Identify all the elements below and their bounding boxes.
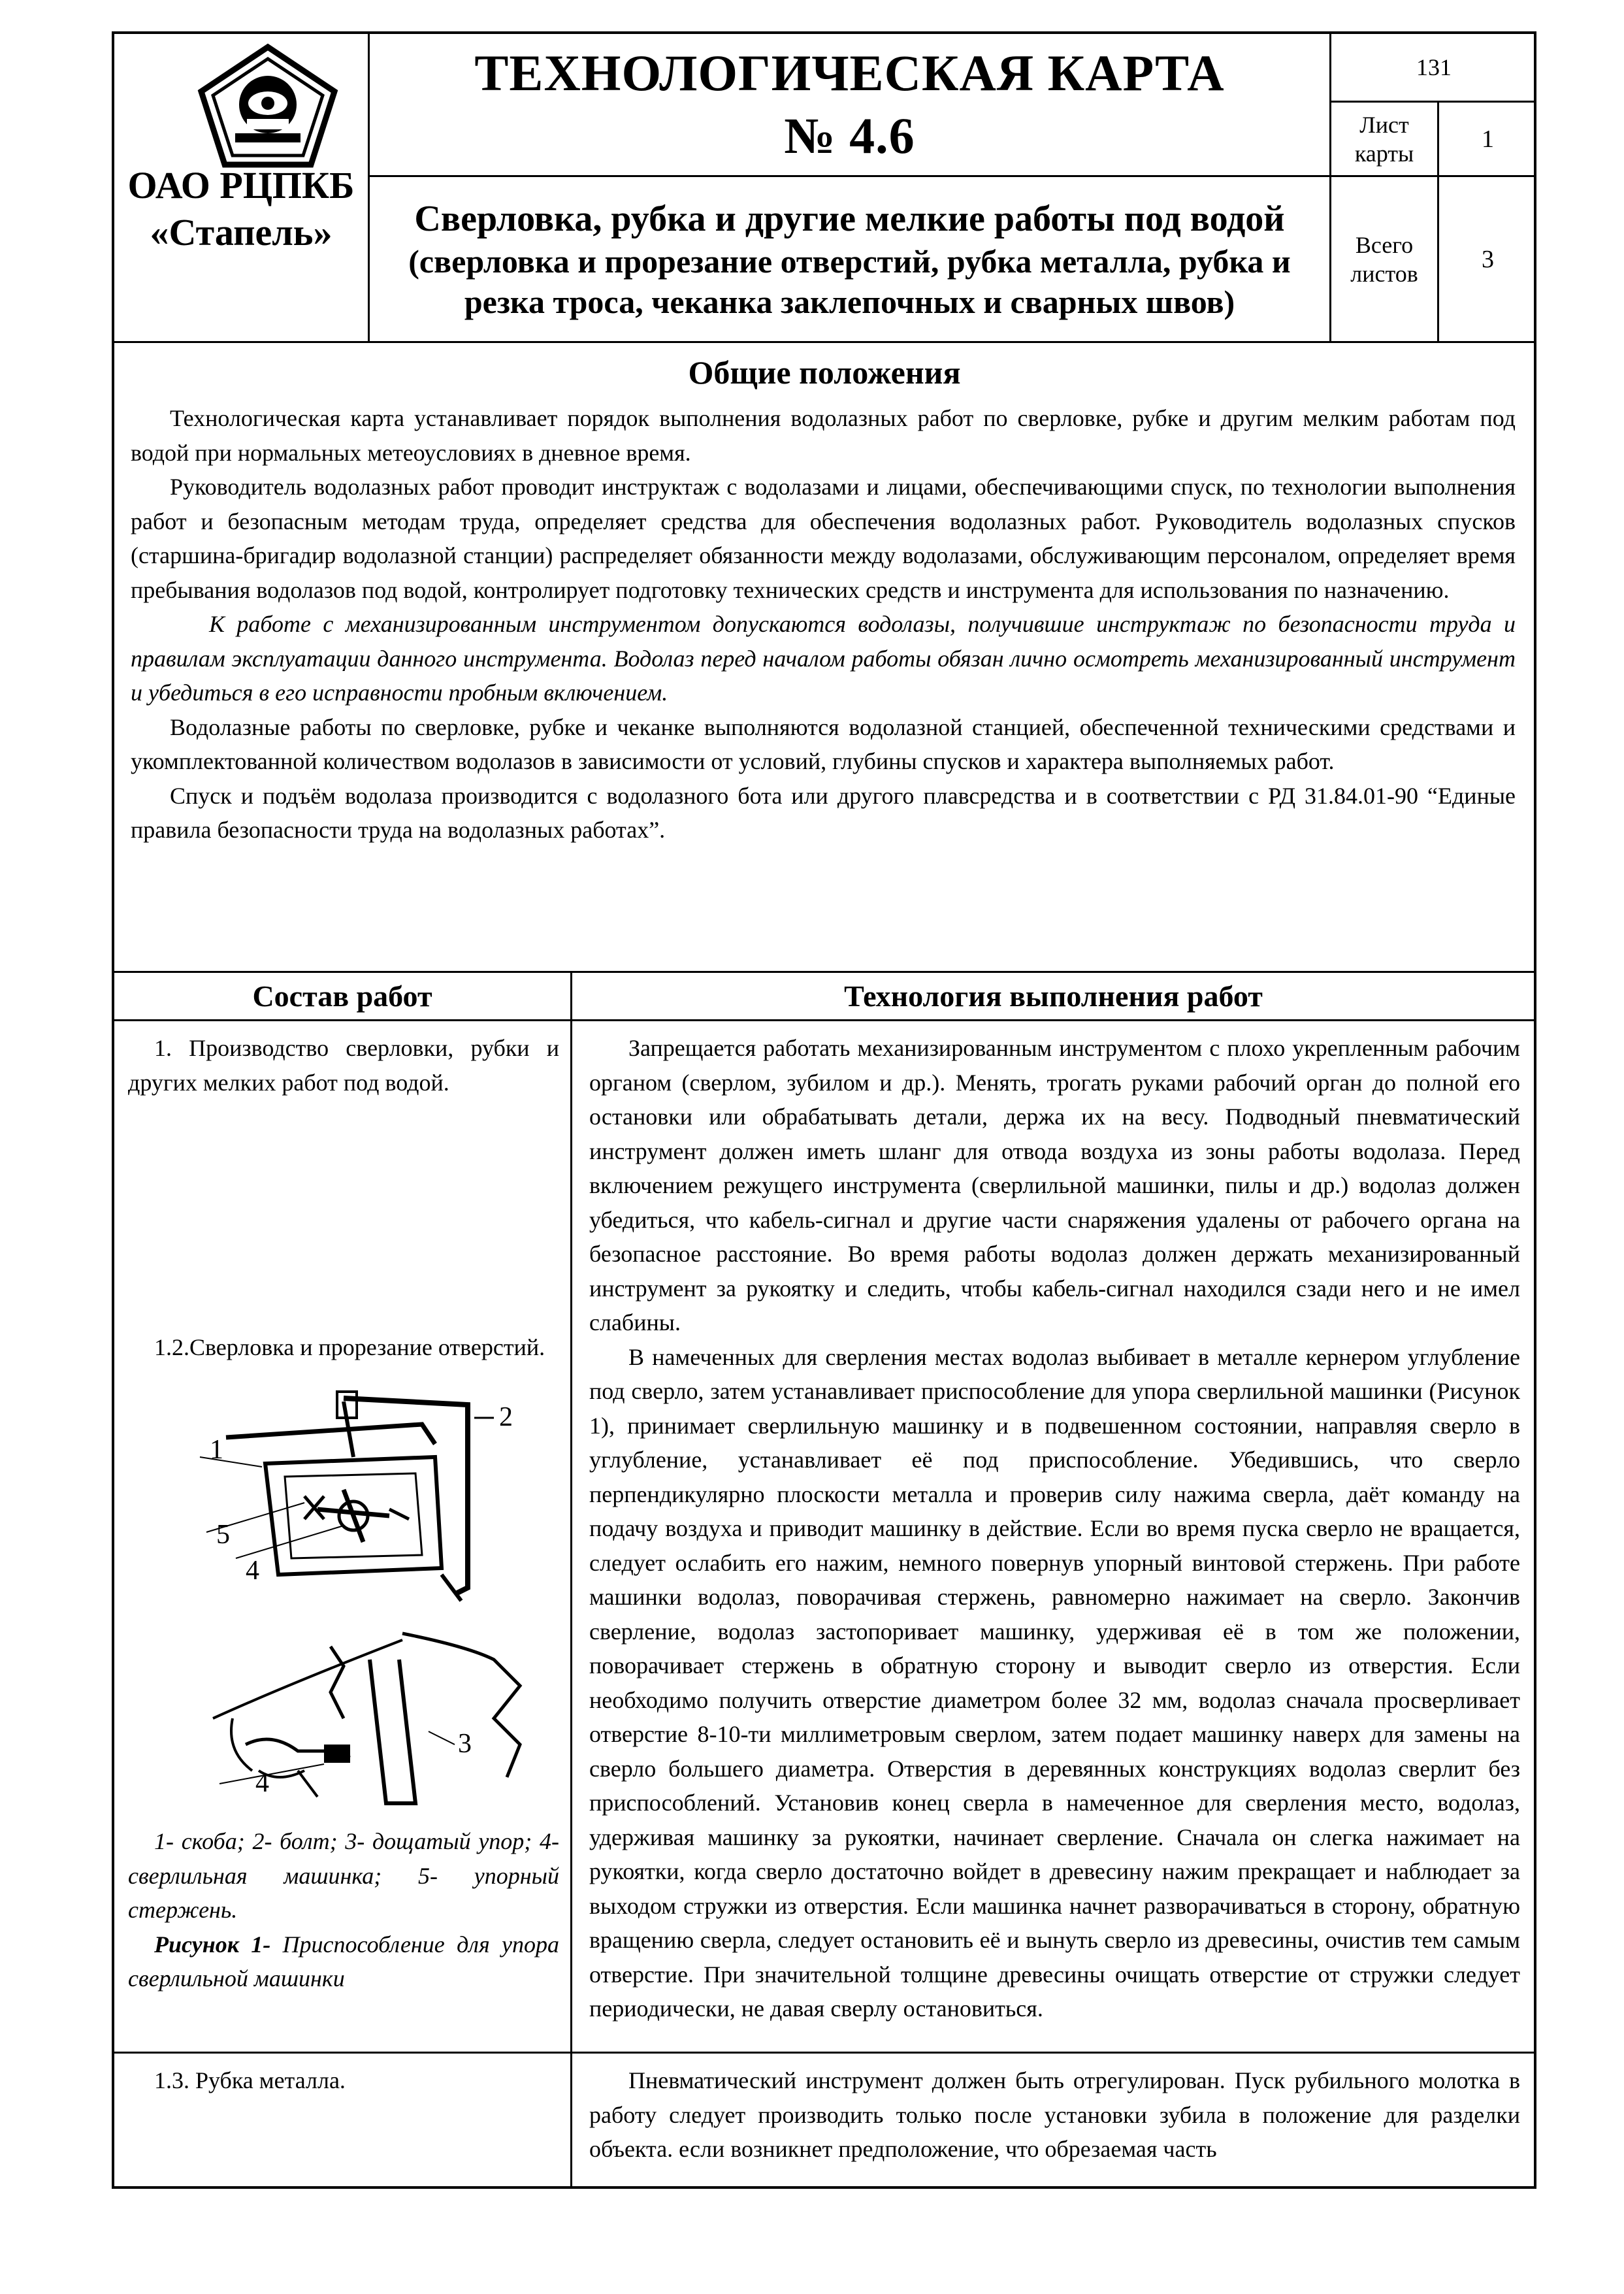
row1-subtask: 1.2.Сверловка и прорезание отверстий. xyxy=(154,1334,545,1360)
row1-left xyxy=(128,1031,559,1100)
table-row-rule xyxy=(112,2052,1536,2054)
general-body xyxy=(131,401,1516,847)
logo-emblem-icon xyxy=(189,39,346,170)
figure-legend: 1- скоба; 2- болт; 3- дощатый упор; 4- сверлильная машинка; 5- упорный стержень. xyxy=(128,1828,559,1923)
row1-paragraph: Запрещается работать механизированным инструментом с плохо укрепленным рабочим органом (сверлом, зубилом и др.). Менять, трогать руками рабочий орган до полной его остановки или обрабатывать детали, держа их на весу. Подводный пневматический инструмент должен иметь шланг для отвода воздуха из зоны работы водолаза. Перед включением режущего инструмента (сверлильной машинки, пилы и др.) водолаз должен убедиться, что кабель-сигнал и другие части снаряжения удалены от рабочего органа на безопасное расстояние. Во время работы водолаз должен держать механизированный инструмент за рукоятку и следить, чтобы кабель-сигнал находился сзади него и не имел слабины. xyxy=(589,1035,1520,1335)
figure-drill-stand xyxy=(128,1379,559,1823)
column-header-technology: Технология выполнения работ xyxy=(844,979,1263,1013)
row1-right xyxy=(589,1031,1520,2026)
figure-caption-text: Приспособление для упора сверлильной машинки xyxy=(128,1931,559,1991)
card-title xyxy=(370,34,1329,175)
column-header-composition: Состав работ xyxy=(252,979,432,1013)
title-line1: ТЕХНОЛОГИЧЕСКАЯ КАРТА xyxy=(474,44,1225,101)
general-paragraph-italic: К работе с механизированным инструментом допускаются водолазы, получившие инструктаж по безопасности труда и правилам эксплуатации данного инструмента. Водолаз перед началом работы обязан лично осмотреть механизированный инструмент и убедиться в его исправности пробным включением. xyxy=(131,611,1516,706)
figure-label-4: 4 xyxy=(246,1556,259,1586)
table-header-rule xyxy=(112,1019,1536,1021)
figure-caption xyxy=(128,1927,559,1996)
card-subtitle-block xyxy=(370,177,1329,341)
card-subtitle: Сверловка, рубка и другие мелкие работы под водой xyxy=(414,198,1285,239)
org-line2: «Стапель» xyxy=(150,211,333,254)
figure-caption-block xyxy=(128,1824,559,1996)
org-line1: ОАО РЦПКБ xyxy=(127,164,355,206)
figure-label-2: 2 xyxy=(499,1402,513,1432)
details-line2: резка троса, чеканка заклепочных и сварных швов) xyxy=(464,283,1235,320)
figure-label-1: 1 xyxy=(210,1435,223,1465)
figure-label-5: 5 xyxy=(216,1520,230,1550)
table-column-divider xyxy=(570,971,572,2189)
row2-right xyxy=(589,2063,1520,2167)
row1-subtask-block xyxy=(128,1330,559,1365)
row2-task: 1.3. Рубка металла. xyxy=(154,2067,346,2093)
row1-task: 1. Производство сверловки, рубки и других мелких работ под водой. xyxy=(128,1035,559,1096)
title-line2: № 4.6 xyxy=(784,107,915,164)
general-heading: Общие положения xyxy=(688,354,961,391)
details-line1: (сверловка и прорезание отверстий, рубка металла, рубка и xyxy=(408,242,1291,280)
sheet-value: 1 xyxy=(1482,125,1494,153)
figure-label-3: 3 xyxy=(458,1729,472,1759)
figure-label-4b: 4 xyxy=(255,1768,269,1798)
header-bottom-rule xyxy=(112,341,1536,343)
organization-name xyxy=(114,157,368,261)
drill-stand-illustration xyxy=(128,1379,559,1823)
row2-left xyxy=(128,2063,559,2098)
total-sheets-value: 3 xyxy=(1482,245,1494,273)
general-paragraph: Спуск и подъём водолаза производится с водолазного бота или другого плавсредства и в соответствии с РД 31.84.01-90 “Единые правила безопасности труда на водолазных работах”. xyxy=(131,782,1516,843)
general-paragraph: Технологическая карта устанавливает порядок выполнения водолазных работ по сверловке, рубке и другим мелким работам под водой при нормальных метеоусловиях в дневное время. xyxy=(131,405,1516,466)
row1-paragraph: В намеченных для сверления местах водолаз выбивает в металле кернером углубление под сверло, затем устанавливает приспособление для упора сверлильной машинки (Рисунок 1), принимает сверлильную машинку и в подвешенном состоянии, направляя сверло в углубление, устанавливает её под приспособление. Убедившись, что сверло перпендикулярно плоскости металла и проверив силу нажима сверла, даёт команду на подачу воздуха и приводит машинку в действие. Если во время пуска сверло не вращается, следует ослабить его нажим, немного повернув упорный винтовой стержень. При работе машинки водолаз, поворачивая стержень, равномерно нажимает на сверло. Закончив сверление, водолаз застопоривает машинку, удерживая её в том же положении, поворачивает стержень в обратную сторону и выводит сверло из отверстия. Если необходимо получить отверстие диаметром более 32 мм, водолаз сначала просверливает отверстие 8-10-ти миллиметровым сверлом, затем подает машинку наверх для замены на сверло большего диаметра. Отверстия в деревянных конструкциях водолаз сверлит без приспособлений. Установив конец сверла в намеченное для сверления место, водолаз, удерживая машинку за рукоятки, начинает сверление. Сначала он слегка нажимает на рукоятки, когда сверло достаточно войдет в древесину нажим прекращает и наблюдает за выходом стружки из отверстия. Если машинка начнет разворачиваться в сторону, обратную вращению сверла, следует остановить её и вынуть сверло из древесины, очистив тем самым отверстие. При значительной толщине древесины очищать отверстие от стружки следует периодически, не давая сверлу остановиться. xyxy=(589,1343,1520,2022)
total-sheets-label: Всего листов xyxy=(1350,231,1418,287)
row2-paragraph: Пневматический инструмент должен быть отрегулирован. Пуск рубильного молотка в работу следует производить только после установки зубила в положение для разделки объекта. если возникнет предположение, что обрезаемая часть xyxy=(589,2067,1520,2162)
company-logo xyxy=(189,39,346,170)
general-paragraph: Руководитель водолазных работ проводит инструктаж с водолазами и лицами, обеспечивающими спуск, по технологии выполнения работ и безопасным методам труда, определяет средства для обеспечения водолазных работ. Руководитель водолазных спусков (старшина-бригадир водолазной станции) распределяет обязанности между водолазами, обслуживающим персоналом, определяет время пребывания водолазов под водой, контролирует подготовку технических средств и инструмента для использования по назначению. xyxy=(131,474,1516,603)
page-number: 131 xyxy=(1416,54,1452,80)
figure-caption-number: Рисунок 1- xyxy=(154,1931,271,1958)
general-paragraph: Водолазные работы по сверловке, рубке и чеканке выполняются водолазной станцией, обеспеченной техническими средствами и укомплектованной количеством водолазов в зависимости от условий, глубины спусков и характера выполняемых работ. xyxy=(131,713,1516,774)
sheet-label: Лист карты xyxy=(1354,111,1414,167)
